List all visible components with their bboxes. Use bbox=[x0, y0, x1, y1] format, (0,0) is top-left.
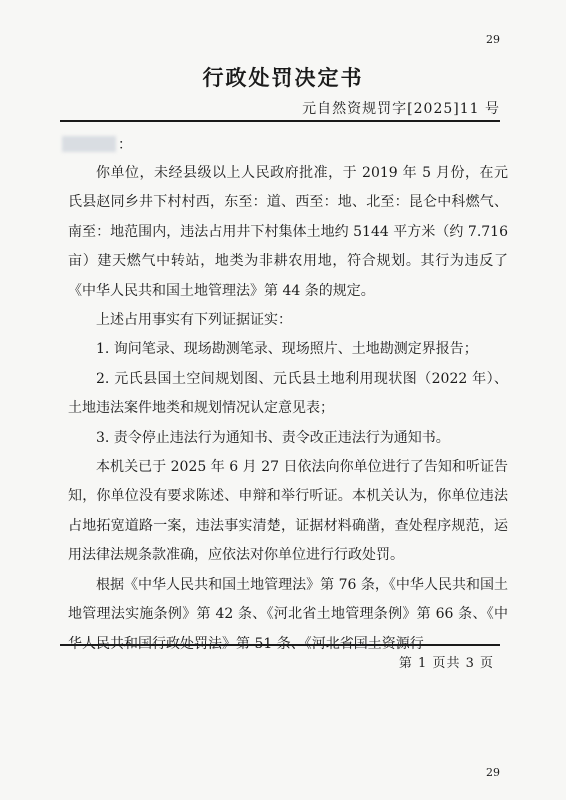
paragraph-legal-basis: 根据《中华人民共和国土地管理法》第 76 条，《中华人民共和国土地管理法实施条例》第 42 条、《河北省土地管理条例》第 66 条、《中华人民共和国行政处罚法》第 51 条、《河北省国土资源行 bbox=[68, 576, 508, 652]
redacted-recipient-name bbox=[62, 136, 116, 152]
evidence-item-2: 2. 元氏县国土空间规划图、元氏县土地利用现状图（2022 年）、土地违法案件地类和规划情况认定意见表； bbox=[68, 370, 508, 417]
paragraph-facts: 你单位，未经县级以上人民政府批准，于 2019 年 5 月份，在元氏县赵同乡井下村村西，东至：道、西至：地、北至：昆仑中科燃气、南至：地范围内，违法占用井下村集体土地约 5144 平方米（约 7.716 亩）建天燃气中转站，地类为非耕农用地，符合规划。其行为违反了《中华人民共和国土地管理法》第 44 条的规定。 bbox=[68, 165, 508, 299]
page-count: 第 1 页共 3 页 bbox=[398, 656, 494, 671]
recipient-colon: ： bbox=[118, 137, 132, 153]
paragraph-evidence-intro: 上述占用事实有下列证据证实： bbox=[96, 312, 292, 329]
document-title: 行政处罚决定书 bbox=[202, 65, 364, 90]
header-rule bbox=[60, 120, 500, 122]
document-body bbox=[68, 159, 508, 659]
page-number-bottom: 29 bbox=[486, 766, 500, 779]
page-number-top: 29 bbox=[486, 33, 500, 46]
evidence-item-3: 3. 责令停止违法行为通知书、责令改正违法行为通知书。 bbox=[96, 429, 450, 446]
recipient-line bbox=[62, 134, 132, 154]
evidence-item-1: 1. 询问笔录、现场勘测笔录、现场照片、土地勘测定界报告； bbox=[96, 341, 478, 358]
document-number: 元自然资规罚字[2025]11 号 bbox=[302, 101, 500, 117]
paragraph-notice: 本机关已于 2025 年 6 月 27 日依法向你单位进行了告知和听证告知，你单位没有要求陈述、申辩和举行听证。本机关认为，你单位违法占地拓宽道路一案，违法事实清楚，证据材料确凿，查处程序规范，运用法律法规条款准确，应依法对你单位进行行政处罚。 bbox=[68, 459, 508, 564]
footer-rule bbox=[60, 644, 500, 646]
